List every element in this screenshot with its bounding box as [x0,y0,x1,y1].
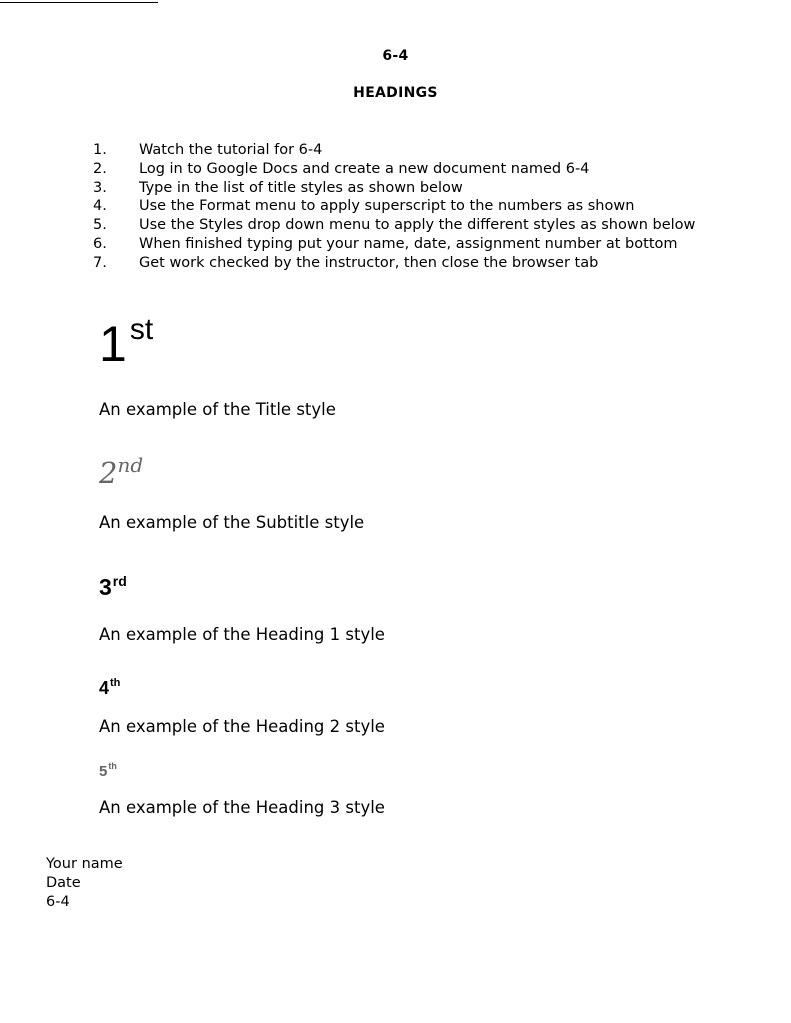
heading3-number: 5 [99,763,108,780]
instruction-number: 1. [93,142,107,158]
heading3-style-caption: An example of the Heading 3 style [99,798,385,817]
subtitle-style-caption: An example of the Subtitle style [99,513,365,532]
instruction-item [93,235,695,254]
title-style-example [99,314,153,374]
instruction-number: 3. [93,179,107,196]
footer-name: Your name [46,856,123,872]
instruction-number: 7. [93,254,107,271]
title-style-caption: An example of the Title style [99,400,336,419]
heading2-style-example [99,676,120,700]
heading2-superscript: th [110,677,121,690]
subtitle-superscript: nd [117,453,144,477]
instruction-item [93,179,695,198]
heading1-number: 3 [99,574,112,600]
instruction-text: Type in the list of title styles as shown below [139,179,463,196]
instruction-text: Use the Format menu to apply superscript to the numbers as shown [139,198,635,215]
instruction-text: Use the Styles drop down menu to apply the different styles as shown below [139,217,696,234]
instruction-text: Get work checked by the instructor, then close the browser tab [139,254,599,271]
instruction-item [93,197,695,216]
page-title: HEADINGS [353,85,438,101]
instruction-text: Watch the tutorial for 6-4 [139,142,323,158]
instruction-text: When finished typing put your name, date, assignment number at bottom [139,235,678,252]
instruction-item [93,160,695,179]
heading1-superscript: rd [112,572,127,589]
heading3-style-example [99,762,117,782]
instruction-number: 2. [93,160,107,177]
subtitle-style-example [99,453,143,493]
instruction-number: 4. [93,198,107,215]
footer-date: Date [46,875,81,891]
heading2-number: 4 [99,678,110,698]
heading1-style-example [99,572,127,602]
title-number: 1 [99,316,127,372]
assignment-number: 6-4 [382,48,409,64]
heading3-superscript: th [108,761,117,772]
top-rule [0,2,158,3]
footer-assignment: 6-4 [46,894,70,910]
instruction-text: Log in to Google Docs and create a new document named 6-4 [139,160,590,177]
instruction-number: 6. [93,235,107,252]
instruction-item [93,216,695,235]
instruction-number: 5. [93,217,107,234]
instruction-item [93,141,695,160]
instruction-list [93,141,695,273]
instruction-item [93,254,695,273]
heading2-style-caption: An example of the Heading 2 style [99,717,385,736]
subtitle-number: 2 [99,456,118,490]
footer-block [46,855,123,912]
title-superscript: st [129,313,154,347]
heading1-style-caption: An example of the Heading 1 style [99,625,385,644]
